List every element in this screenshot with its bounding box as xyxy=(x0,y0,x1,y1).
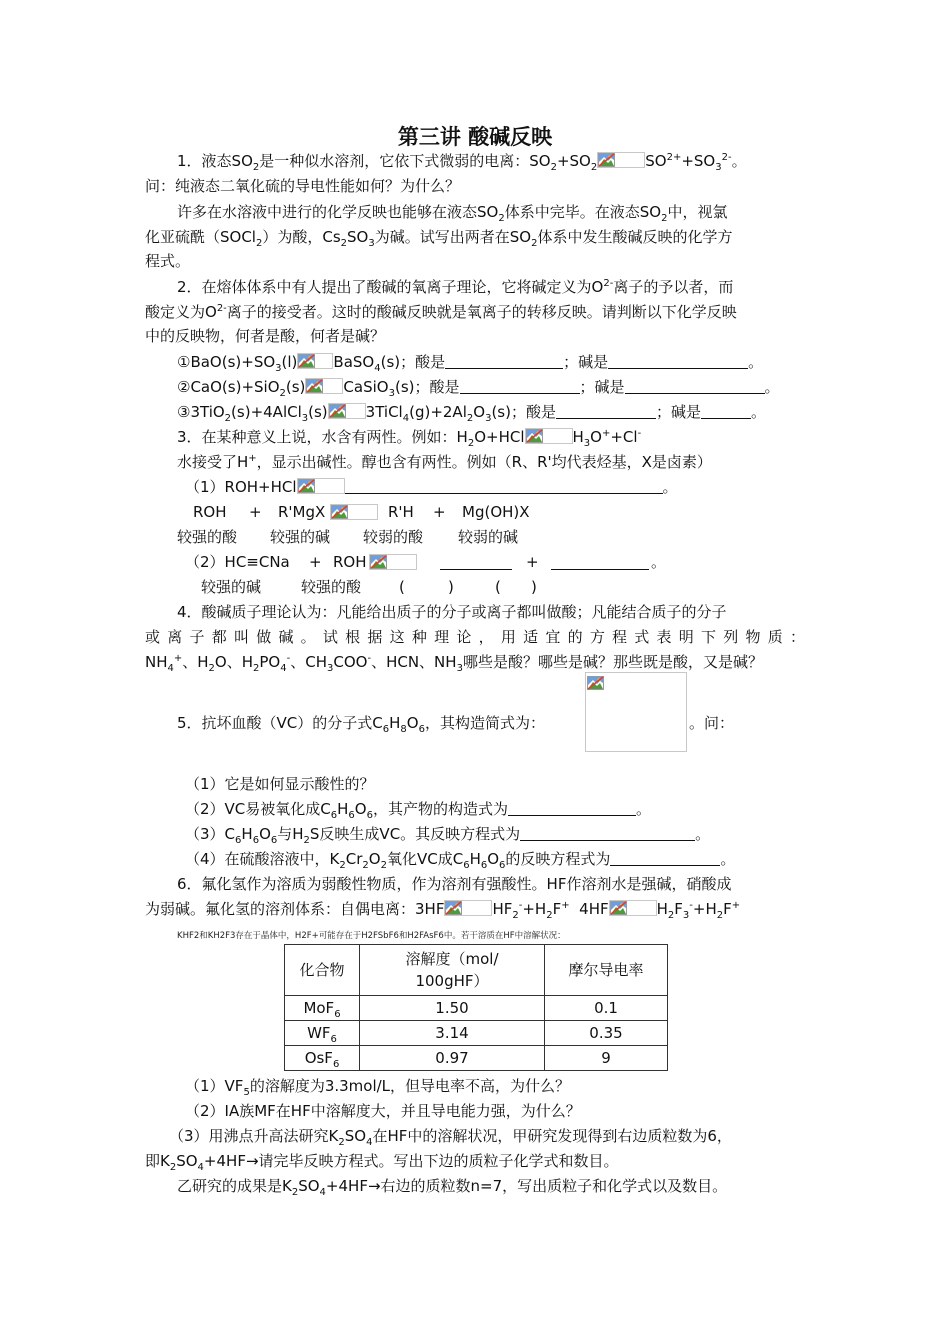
q1-line3: 许多在水溶液中进行的化学反映也能够在液态$SO_2$体系中完毕。在液态$SO_2$中，视氯 xyxy=(177,203,728,224)
answer-blank[interactable] xyxy=(551,554,649,570)
reaction-arrow-image xyxy=(525,428,573,444)
q5-sub1: （1）它是如何显示酸性的？ xyxy=(185,775,375,793)
broken-image-icon xyxy=(331,505,348,519)
q6-sub3-line2: 即$K_2SO_4+4HF\to$请完毕反映方程式。写出下边的质粒子化学式和数目。 xyxy=(145,1152,619,1173)
q1-line1: 1．液态$SO_2$是一种似水溶剂，它依下式微弱的电离：$SO_2+SO_2$ $SO^{2+}+SO_3^{2-}$。 xyxy=(177,152,747,173)
q4-line1: 4．酸碱质子理论认为：凡能给出质子的分子或离子都叫做酸；凡能结合质子的分子 xyxy=(177,603,727,621)
table-cell: 0.97 xyxy=(360,1046,545,1071)
q2-line2: 酸定义为$O^{2-}$离子的接受者。这时的酸碱反映就是氧离子的转移反映。请判断以下化学反映 xyxy=(145,303,737,321)
table-cell: 1.50 xyxy=(360,996,545,1021)
answer-blank[interactable] xyxy=(608,353,748,369)
q1-line4: 化亚硫酰（SOCl$_2$）为酸，$Cs_2SO_3$为碱。试写出两者在$SO_2$体系中发生酸碱反映的化学方 xyxy=(145,228,733,249)
q2-reaction1: $①BaO(s)+SO_3(l)$ BaSO$_4$(s)；酸是 ；碱是 。 xyxy=(177,353,764,374)
q3-line2: 水接受了H+，显示出碱性。醇也含有两性。例如（R、R'均代表烃基，X是卤素） xyxy=(177,453,712,471)
q4-line2: 或离子都叫做碱。试根据这种理论，用适宜的方程式表明下列物质： xyxy=(145,628,805,646)
table-row xyxy=(285,1021,668,1046)
table-cell: 0.35 xyxy=(545,1021,668,1046)
q5-sub3: $(3)C_6H_6O_6$与$H_2S$反映生成VC。其反映方程式为 。 xyxy=(185,825,711,846)
broken-image-icon xyxy=(610,901,627,915)
broken-image-icon xyxy=(298,479,315,493)
table-cell: OsF$_6$ xyxy=(285,1046,360,1071)
q4-line3: $NH_4^+$、$H_2O$、$H_2PO_4^-$、$CH_3COO^-$、HCN、$NH_3$哪些是酸？哪些是碱？那些既是酸，又是碱？ xyxy=(145,653,763,674)
broken-image-icon xyxy=(526,429,543,443)
q6-sub1: $(1)VF_5$的溶解度为3.3mol/L，但导电率不高，为什么？ xyxy=(185,1077,571,1098)
q6-sub2: （2）IA族MF在HF中溶解度大，并且导电能力强，为什么？ xyxy=(185,1102,581,1120)
reaction-arrow-image xyxy=(328,403,366,419)
answer-blank[interactable] xyxy=(345,478,663,494)
table-cell: $WF_6$ xyxy=(285,1021,360,1046)
broken-image-icon xyxy=(298,354,315,368)
reaction-arrow-image xyxy=(330,504,378,520)
q3-line3: （1）ROH+HCl 。 xyxy=(185,478,678,496)
reaction-arrow-image xyxy=(297,353,333,369)
answer-blank[interactable] xyxy=(460,378,580,394)
answer-blank[interactable] xyxy=(701,403,751,419)
q1-line5: 程式。 xyxy=(145,252,191,270)
broken-image-icon xyxy=(445,901,462,915)
page-title: 第三讲 酸碱反映 xyxy=(397,125,553,149)
reaction-arrow-image xyxy=(297,478,345,494)
q6-sub3: （3）用沸点升高法研究$K_2SO_4$在HF中的溶解状况，甲研究发现得到右边质粒数为6， xyxy=(169,1127,732,1148)
answer-blank[interactable] xyxy=(625,378,765,394)
q1-line2: 问：纯液态二氧化硫的导电性能如何？为什么？ xyxy=(145,177,461,195)
q5-sub4: （4）在硫酸溶液中，$K_2Cr_2O_2$氧化VC成$C_6H_6O_6$的反映方程式为 。 xyxy=(185,850,736,871)
table-cell: 9 xyxy=(545,1046,668,1071)
table-cell: 3.14 xyxy=(360,1021,545,1046)
answer-blank[interactable] xyxy=(520,825,695,841)
q6-line1: 6．氟化氢作为溶质为弱酸性物质，作为溶剂有强酸性。HF作溶剂水是强碱，硝酸成 xyxy=(177,875,732,893)
q6-note: KHF2和KH2F3存在于晶体中，H2F+可能存在于H2FSbF6和H2FAsF6中。若干溶质在HF中溶解状况： xyxy=(177,931,566,941)
table-cell: 0.1 xyxy=(545,996,668,1021)
solubility-table xyxy=(284,944,668,1071)
vc-structure-image xyxy=(585,672,687,752)
q3-line1: 3．在某种意义上说，水含有两性。例如：$H_2O+HCl$ $H_3O^++Cl^-$ xyxy=(177,428,642,449)
table-header: 溶解度（mol/ 100gHF） xyxy=(360,945,545,996)
equilibrium-arrow-image xyxy=(609,900,657,916)
broken-image-icon xyxy=(598,153,615,167)
reaction-arrow-image xyxy=(305,378,343,394)
answer-blank[interactable] xyxy=(556,403,656,419)
q5-line1: 5．抗坏血酸（VC）的分子式$C_6H_8O_6$，其构造简式为： xyxy=(177,714,545,735)
table-header: 摩尔导电率 xyxy=(545,945,668,996)
answer-blank[interactable] xyxy=(440,554,512,570)
q2-reaction3: ③3TiO$_2$(s)+4AlCl$_3$(s) $3TiCl_4(g)+2Al_2O_3(s)$；酸是 ；碱是 。 xyxy=(177,403,766,424)
q6-line2: 为弱碱。氟化氢的溶剂体系：自偶电离：3HF $HF_2^-+H_2F^+$ 4HF $H_2F_3^-+H_2F^+$ xyxy=(145,900,741,921)
q2-reaction2: ②CaO(s)+SiO$_2$(s) CaSiO$_3$(s)；酸是 ；碱是 。 xyxy=(177,378,780,399)
equilibrium-arrow-image xyxy=(444,900,492,916)
answer-blank[interactable] xyxy=(445,353,563,369)
broken-image-icon xyxy=(329,404,346,418)
q5-sub2: （2）VC易被氧化成$C_6H_6O_6$，其产物的构造式为 。 xyxy=(185,800,652,821)
broken-image-icon xyxy=(306,379,323,393)
broken-image-icon xyxy=(587,676,604,690)
q2-line1: 2．在熔体体系中有人提出了酸碱的氧离子理论，它将碱定义为$O^{2-}$离子的予以者，而 xyxy=(177,278,734,296)
broken-image-icon xyxy=(370,555,387,569)
table-header: 化合物 xyxy=(285,945,360,996)
table-row xyxy=(285,1046,668,1071)
answer-blank[interactable] xyxy=(508,800,636,816)
table-cell: MoF$_6$ xyxy=(285,996,360,1021)
q2-line3: 中的反映物，何者是酸，何者是碱？ xyxy=(145,327,386,345)
q6-sub3-line3: 乙研究的成果是$K_2SO_4+4HF\to$右边的质粒数n=7，写出质粒子和化学式以及数目。 xyxy=(177,1177,728,1198)
reaction-arrow-image xyxy=(369,554,417,570)
equilibrium-arrow-image xyxy=(597,152,645,168)
q5-line1-end: 。问： xyxy=(689,714,735,732)
table-row xyxy=(285,996,668,1021)
answer-blank[interactable] xyxy=(610,850,720,866)
